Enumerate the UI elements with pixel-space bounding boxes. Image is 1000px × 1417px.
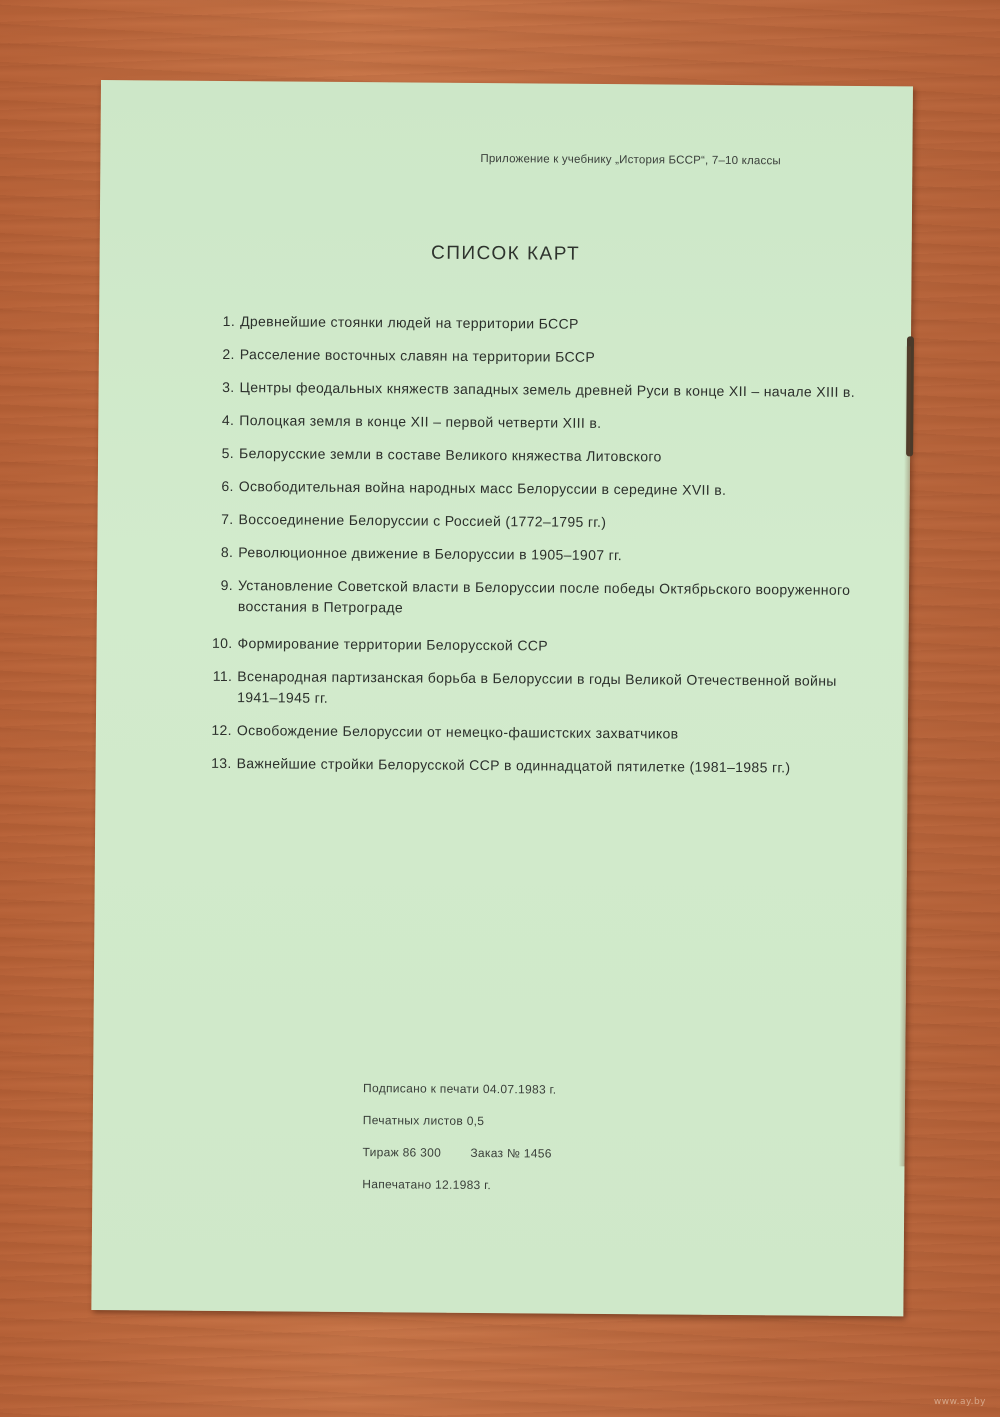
imprint-signed: Подписано к печати 04.07.1983 г.: [363, 1081, 557, 1097]
item-number: 10.: [212, 634, 233, 652]
appendix-note: Приложение к учебнику „История БССР“, 7–10 классы: [480, 152, 781, 168]
list-item: [209, 311, 859, 337]
page-title: СПИСОК КАРТ: [430, 242, 581, 265]
list-item: [209, 377, 859, 403]
imprint-sheets: Печатных листов 0,5: [362, 1113, 485, 1129]
item-number: 6.: [221, 477, 234, 495]
item-text: Установление Советской власти в Белоруссии после победы Октябрьского вооруженного восстания в Петрограде: [237, 577, 851, 616]
list-item: [206, 753, 856, 779]
item-number: 12.: [211, 721, 232, 739]
item-text: Освободительная война народных масс Белоруссии в середине XVII в.: [238, 478, 727, 498]
item-number: 13.: [211, 754, 232, 772]
item-number: 9.: [220, 576, 234, 594]
item-text: Всенародная партизанская борьба в Белоруссии в годы Великой Отечественной войны 1941–1945 гг.: [237, 668, 837, 706]
list-item: [207, 575, 857, 622]
item-number: 2.: [222, 345, 235, 363]
list-item: [206, 720, 856, 746]
item-text: Белорусские земли в составе Великого княжества Литовского: [239, 445, 662, 465]
document-sheet: [91, 80, 913, 1316]
item-number: 11.: [212, 667, 233, 685]
item-number: 3.: [222, 378, 235, 396]
list-item: [206, 633, 856, 659]
item-number: 7.: [221, 510, 234, 528]
item-text: Воссоединение Белоруссии с Россией (1772–1795 гг.): [238, 511, 607, 530]
list-item: [208, 476, 858, 502]
imprint-circulation: Тираж 86 300: [362, 1145, 442, 1160]
item-text: Важнейшие стройки Белорусской ССР в одиннадцатой пятилетке (1981–1985 гг.): [236, 755, 791, 776]
map-list: [205, 311, 859, 791]
site-watermark: www.ay.by: [933, 1397, 986, 1407]
item-number: 8.: [220, 543, 234, 561]
list-item: [209, 344, 859, 370]
item-text: Древнейшие стоянки людей на территории БССР: [240, 313, 579, 332]
item-text: Освобождение Белоруссии от немецко-фашистских захватчиков: [236, 722, 679, 742]
item-number: 5.: [221, 444, 235, 462]
binding-mark: [906, 336, 914, 456]
list-item: [207, 542, 857, 568]
imprint-circulation-row: [362, 1136, 556, 1170]
item-text: Полоцкая земля в конце XII – первой четверти XIII в.: [239, 412, 602, 431]
list-item: [208, 410, 858, 436]
list-item: [206, 666, 856, 713]
item-text: Революционное движение в Белоруссии в 1905–1907 гг.: [238, 544, 623, 564]
imprint-block: [362, 1072, 556, 1202]
item-text: Формирование территории Белорусской ССР: [237, 635, 549, 654]
item-number: 1.: [222, 312, 236, 330]
list-item: [208, 443, 858, 469]
item-text: Расселение восточных славян на территории БССР: [239, 346, 596, 365]
list-item: [207, 509, 857, 535]
imprint-order: Заказ № 1456: [470, 1145, 552, 1161]
item-text: Центры феодальных княжеств западных земель древней Руси в конце XII – начале XIII в.: [239, 379, 856, 400]
item-number: 4.: [221, 411, 235, 429]
imprint-printed: Напечатано 12.1983 г.: [362, 1177, 492, 1193]
